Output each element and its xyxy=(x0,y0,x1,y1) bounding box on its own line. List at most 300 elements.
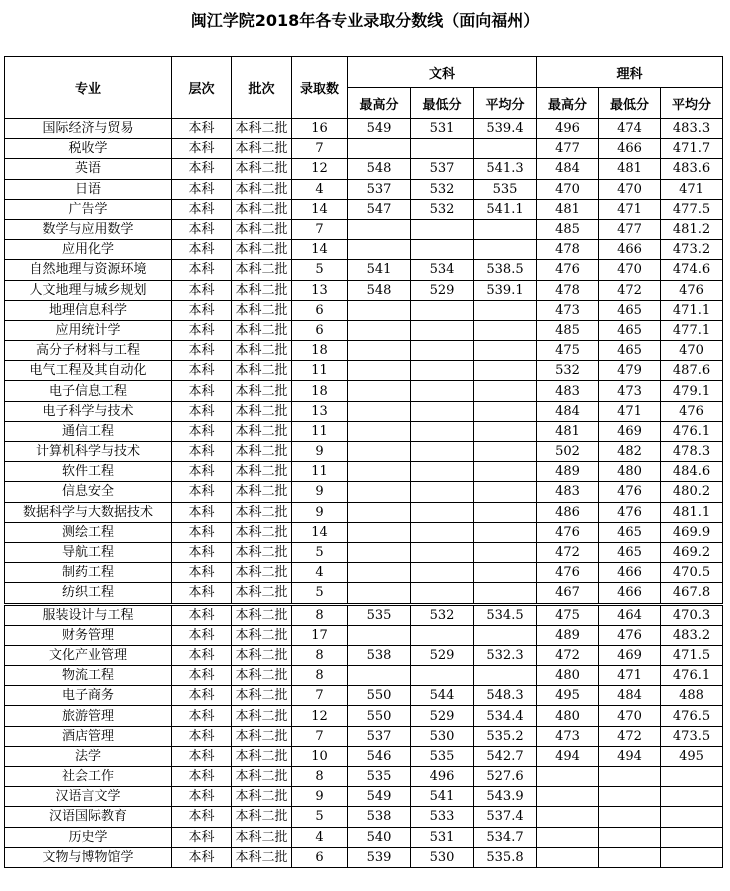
cell-arts-avg xyxy=(474,542,537,562)
cell-batch: 本科二批 xyxy=(232,746,292,766)
cell-batch: 本科二批 xyxy=(232,462,292,482)
cell-arts-max: 535 xyxy=(348,604,411,625)
cell-batch: 本科二批 xyxy=(232,686,292,706)
cell-major: 酒店管理 xyxy=(5,726,172,746)
cell-level: 本科 xyxy=(172,563,232,583)
cell-science-max: 483 xyxy=(537,482,599,502)
cell-science-max: 485 xyxy=(537,219,599,239)
table-row xyxy=(5,563,723,583)
cell-level: 本科 xyxy=(172,482,232,502)
cell-science-max: 473 xyxy=(537,300,599,320)
cell-science-min: 466 xyxy=(599,583,661,604)
cell-science-avg: 473.5 xyxy=(661,726,723,746)
cell-major: 历史学 xyxy=(5,827,172,847)
cell-science-max: 473 xyxy=(537,726,599,746)
cell-level: 本科 xyxy=(172,199,232,219)
table-row xyxy=(5,320,723,340)
cell-arts-min: 534 xyxy=(411,260,474,280)
cell-science-avg xyxy=(661,827,723,847)
cell-arts-max: 541 xyxy=(348,260,411,280)
cell-science-max: 475 xyxy=(537,341,599,361)
cell-enrolled: 11 xyxy=(292,361,348,381)
table-row xyxy=(5,787,723,807)
cell-batch: 本科二批 xyxy=(232,442,292,462)
cell-arts-max xyxy=(348,625,411,645)
table-row xyxy=(5,522,723,542)
cell-batch: 本科二批 xyxy=(232,625,292,645)
cell-major: 英语 xyxy=(5,159,172,179)
cell-science-max: 481 xyxy=(537,199,599,219)
cell-arts-max: 537 xyxy=(348,726,411,746)
table-row xyxy=(5,300,723,320)
header-science: 理科 xyxy=(537,57,723,88)
cell-batch: 本科二批 xyxy=(232,361,292,381)
cell-level: 本科 xyxy=(172,260,232,280)
cell-science-min: 476 xyxy=(599,482,661,502)
cell-arts-min xyxy=(411,625,474,645)
cell-arts-avg: 542.7 xyxy=(474,746,537,766)
cell-batch: 本科二批 xyxy=(232,542,292,562)
cell-enrolled: 9 xyxy=(292,482,348,502)
cell-batch: 本科二批 xyxy=(232,320,292,340)
cell-science-avg: 471.7 xyxy=(661,139,723,159)
cell-arts-avg xyxy=(474,482,537,502)
cell-science-avg: 469.2 xyxy=(661,542,723,562)
cell-enrolled: 16 xyxy=(292,119,348,139)
cell-major: 税收学 xyxy=(5,139,172,159)
table-row xyxy=(5,361,723,381)
cell-enrolled: 13 xyxy=(292,280,348,300)
cell-arts-max xyxy=(348,139,411,159)
cell-level: 本科 xyxy=(172,219,232,239)
cell-major: 财务管理 xyxy=(5,625,172,645)
cell-level: 本科 xyxy=(172,119,232,139)
cell-level: 本科 xyxy=(172,827,232,847)
table-row xyxy=(5,442,723,462)
cell-science-avg: 477.5 xyxy=(661,199,723,219)
cell-science-avg: 467.8 xyxy=(661,583,723,604)
cell-science-min xyxy=(599,847,661,867)
cell-level: 本科 xyxy=(172,522,232,542)
table-row xyxy=(5,462,723,482)
cell-enrolled: 14 xyxy=(292,240,348,260)
cell-arts-avg: 541.3 xyxy=(474,159,537,179)
cell-science-max: 484 xyxy=(537,401,599,421)
cell-major: 电子信息工程 xyxy=(5,381,172,401)
cell-science-min: 466 xyxy=(599,139,661,159)
table-row xyxy=(5,807,723,827)
table-row xyxy=(5,240,723,260)
cell-enrolled: 5 xyxy=(292,807,348,827)
cell-science-min: 466 xyxy=(599,240,661,260)
cell-arts-max xyxy=(348,361,411,381)
cell-major: 服装设计与工程 xyxy=(5,604,172,625)
cell-science-max: 476 xyxy=(537,260,599,280)
cell-arts-min: 531 xyxy=(411,827,474,847)
cell-major: 数据科学与大数据技术 xyxy=(5,502,172,522)
cell-science-avg: 483.6 xyxy=(661,159,723,179)
cell-arts-max xyxy=(348,482,411,502)
cell-arts-max xyxy=(348,666,411,686)
cell-enrolled: 4 xyxy=(292,179,348,199)
table-row xyxy=(5,159,723,179)
cell-enrolled: 11 xyxy=(292,421,348,441)
cell-arts-avg xyxy=(474,522,537,542)
cell-arts-max xyxy=(348,583,411,604)
cell-science-min: 464 xyxy=(599,604,661,625)
cell-science-avg: 488 xyxy=(661,686,723,706)
cell-level: 本科 xyxy=(172,361,232,381)
cell-arts-min: 530 xyxy=(411,847,474,867)
cell-batch: 本科二批 xyxy=(232,199,292,219)
cell-level: 本科 xyxy=(172,280,232,300)
cell-science-max: 484 xyxy=(537,159,599,179)
cell-enrolled: 11 xyxy=(292,462,348,482)
cell-arts-min xyxy=(411,219,474,239)
cell-science-avg: 476 xyxy=(661,401,723,421)
cell-science-min: 471 xyxy=(599,401,661,421)
cell-science-avg xyxy=(661,767,723,787)
cell-batch: 本科二批 xyxy=(232,666,292,686)
cell-enrolled: 4 xyxy=(292,563,348,583)
cell-arts-min: 532 xyxy=(411,179,474,199)
cell-arts-max: 538 xyxy=(348,807,411,827)
cell-level: 本科 xyxy=(172,462,232,482)
cell-major: 导航工程 xyxy=(5,542,172,562)
cell-science-avg: 476 xyxy=(661,280,723,300)
cell-arts-max: 549 xyxy=(348,119,411,139)
cell-arts-max: 549 xyxy=(348,787,411,807)
cell-arts-min: 535 xyxy=(411,746,474,766)
cell-enrolled: 8 xyxy=(292,767,348,787)
cell-enrolled: 7 xyxy=(292,139,348,159)
cell-batch: 本科二批 xyxy=(232,482,292,502)
cell-arts-min xyxy=(411,583,474,604)
cell-arts-avg xyxy=(474,320,537,340)
header-science-max: 最高分 xyxy=(537,88,599,119)
cell-arts-avg xyxy=(474,563,537,583)
header-major: 专业 xyxy=(5,57,172,119)
cell-arts-min: 532 xyxy=(411,604,474,625)
cell-level: 本科 xyxy=(172,625,232,645)
cell-arts-min: 531 xyxy=(411,119,474,139)
cell-level: 本科 xyxy=(172,421,232,441)
cell-science-max: 489 xyxy=(537,625,599,645)
cell-arts-max xyxy=(348,381,411,401)
cell-science-min: 469 xyxy=(599,645,661,665)
cell-batch: 本科二批 xyxy=(232,300,292,320)
cell-science-avg: 477.1 xyxy=(661,320,723,340)
cell-arts-avg xyxy=(474,583,537,604)
cell-enrolled: 7 xyxy=(292,219,348,239)
cell-enrolled: 14 xyxy=(292,199,348,219)
cell-science-avg: 487.6 xyxy=(661,361,723,381)
cell-major: 通信工程 xyxy=(5,421,172,441)
cell-batch: 本科二批 xyxy=(232,219,292,239)
cell-major: 文化产业管理 xyxy=(5,645,172,665)
cell-level: 本科 xyxy=(172,746,232,766)
header-level: 层次 xyxy=(172,57,232,119)
cell-batch: 本科二批 xyxy=(232,381,292,401)
cell-science-avg: 470.5 xyxy=(661,563,723,583)
cell-arts-max xyxy=(348,401,411,421)
cell-science-min: 471 xyxy=(599,199,661,219)
cell-science-avg: 484.6 xyxy=(661,462,723,482)
cell-batch: 本科二批 xyxy=(232,159,292,179)
cell-science-avg: 470.3 xyxy=(661,604,723,625)
cell-level: 本科 xyxy=(172,300,232,320)
cell-arts-min: 529 xyxy=(411,645,474,665)
cell-level: 本科 xyxy=(172,726,232,746)
cell-science-max xyxy=(537,807,599,827)
table-row xyxy=(5,219,723,239)
cell-level: 本科 xyxy=(172,767,232,787)
cell-science-max: 470 xyxy=(537,179,599,199)
cell-arts-max xyxy=(348,240,411,260)
cell-batch: 本科二批 xyxy=(232,401,292,421)
cell-major: 旅游管理 xyxy=(5,706,172,726)
cell-batch: 本科二批 xyxy=(232,522,292,542)
cell-science-avg: 470 xyxy=(661,341,723,361)
cell-level: 本科 xyxy=(172,401,232,421)
cell-arts-min xyxy=(411,542,474,562)
cell-science-max xyxy=(537,827,599,847)
cell-arts-avg xyxy=(474,502,537,522)
cell-batch: 本科二批 xyxy=(232,807,292,827)
cell-science-min: 465 xyxy=(599,300,661,320)
cell-level: 本科 xyxy=(172,341,232,361)
cell-level: 本科 xyxy=(172,686,232,706)
cell-enrolled: 10 xyxy=(292,746,348,766)
cell-level: 本科 xyxy=(172,179,232,199)
cell-arts-avg xyxy=(474,381,537,401)
header-science-avg: 平均分 xyxy=(661,88,723,119)
cell-enrolled: 4 xyxy=(292,827,348,847)
cell-arts-min xyxy=(411,502,474,522)
cell-major: 软件工程 xyxy=(5,462,172,482)
cell-arts-max xyxy=(348,522,411,542)
cell-science-max: 477 xyxy=(537,139,599,159)
cell-science-max: 496 xyxy=(537,119,599,139)
cell-science-max: 480 xyxy=(537,666,599,686)
cell-science-max: 472 xyxy=(537,645,599,665)
cell-science-max: 467 xyxy=(537,583,599,604)
header-enrolled: 录取数 xyxy=(292,57,348,119)
header-arts-max: 最高分 xyxy=(348,88,411,119)
table-row xyxy=(5,139,723,159)
cell-level: 本科 xyxy=(172,502,232,522)
cell-major: 电子商务 xyxy=(5,686,172,706)
cell-science-max: 489 xyxy=(537,462,599,482)
cell-science-min: 465 xyxy=(599,341,661,361)
cell-major: 计算机科学与技术 xyxy=(5,442,172,462)
table-row xyxy=(5,746,723,766)
cell-level: 本科 xyxy=(172,542,232,562)
cell-arts-max xyxy=(348,300,411,320)
cell-science-avg xyxy=(661,787,723,807)
cell-science-min xyxy=(599,767,661,787)
cell-enrolled: 9 xyxy=(292,787,348,807)
cell-enrolled: 14 xyxy=(292,522,348,542)
cell-major: 高分子材料与工程 xyxy=(5,341,172,361)
cell-arts-min xyxy=(411,320,474,340)
header-arts-avg: 平均分 xyxy=(474,88,537,119)
table-row xyxy=(5,645,723,665)
cell-science-avg: 476.1 xyxy=(661,421,723,441)
cell-arts-min: 537 xyxy=(411,159,474,179)
cell-science-avg: 471.5 xyxy=(661,645,723,665)
cell-major: 制药工程 xyxy=(5,563,172,583)
cell-arts-min xyxy=(411,666,474,686)
cell-arts-max: 539 xyxy=(348,847,411,867)
cell-science-max: 486 xyxy=(537,502,599,522)
table-body xyxy=(5,119,723,868)
cell-science-min: 472 xyxy=(599,280,661,300)
cell-batch: 本科二批 xyxy=(232,179,292,199)
cell-level: 本科 xyxy=(172,787,232,807)
cell-arts-min xyxy=(411,341,474,361)
cell-enrolled: 8 xyxy=(292,645,348,665)
cell-science-avg xyxy=(661,807,723,827)
cell-arts-max: 548 xyxy=(348,280,411,300)
cell-science-max xyxy=(537,787,599,807)
table-row xyxy=(5,604,723,625)
cell-arts-min: 530 xyxy=(411,726,474,746)
cell-science-min: 470 xyxy=(599,179,661,199)
table-row xyxy=(5,625,723,645)
cell-arts-max: 538 xyxy=(348,645,411,665)
cell-arts-avg: 539.4 xyxy=(474,119,537,139)
cell-science-min: 465 xyxy=(599,542,661,562)
cell-major: 自然地理与资源环境 xyxy=(5,260,172,280)
cell-science-avg: 483.3 xyxy=(661,119,723,139)
cell-batch: 本科二批 xyxy=(232,604,292,625)
cell-level: 本科 xyxy=(172,159,232,179)
cell-batch: 本科二批 xyxy=(232,726,292,746)
cell-arts-avg xyxy=(474,341,537,361)
cell-science-avg: 481.2 xyxy=(661,219,723,239)
cell-batch: 本科二批 xyxy=(232,847,292,867)
cell-batch: 本科二批 xyxy=(232,119,292,139)
cell-major: 法学 xyxy=(5,746,172,766)
cell-arts-min: 529 xyxy=(411,280,474,300)
cell-level: 本科 xyxy=(172,807,232,827)
cell-arts-avg: 548.3 xyxy=(474,686,537,706)
cell-enrolled: 6 xyxy=(292,847,348,867)
cell-arts-max xyxy=(348,502,411,522)
cell-science-avg: 478.3 xyxy=(661,442,723,462)
cell-arts-min xyxy=(411,240,474,260)
cell-batch: 本科二批 xyxy=(232,767,292,787)
cell-arts-avg: 535.8 xyxy=(474,847,537,867)
cell-science-avg: 471 xyxy=(661,179,723,199)
cell-major: 应用化学 xyxy=(5,240,172,260)
table-row xyxy=(5,583,723,604)
cell-science-min: 481 xyxy=(599,159,661,179)
page-title: 闽江学院2018年各专业录取分数线（面向福州） xyxy=(190,11,540,30)
cell-arts-max xyxy=(348,341,411,361)
table-row xyxy=(5,542,723,562)
cell-science-min: 477 xyxy=(599,219,661,239)
cell-science-max: 475 xyxy=(537,604,599,625)
cell-enrolled: 5 xyxy=(292,583,348,604)
cell-arts-avg xyxy=(474,139,537,159)
table-row xyxy=(5,280,723,300)
cell-science-max: 476 xyxy=(537,522,599,542)
cell-arts-avg xyxy=(474,462,537,482)
cell-arts-min xyxy=(411,482,474,502)
cell-arts-avg: 535 xyxy=(474,179,537,199)
cell-arts-max xyxy=(348,442,411,462)
cell-major: 数学与应用数学 xyxy=(5,219,172,239)
cell-arts-avg xyxy=(474,401,537,421)
cell-arts-avg: 535.2 xyxy=(474,726,537,746)
cell-enrolled: 12 xyxy=(292,159,348,179)
cell-enrolled: 8 xyxy=(292,666,348,686)
cell-arts-max: 546 xyxy=(348,746,411,766)
cell-major: 国际经济与贸易 xyxy=(5,119,172,139)
table-row xyxy=(5,706,723,726)
cell-arts-min: 532 xyxy=(411,199,474,219)
cell-arts-avg: 538.5 xyxy=(474,260,537,280)
table-row xyxy=(5,179,723,199)
cell-major: 日语 xyxy=(5,179,172,199)
cell-science-max: 481 xyxy=(537,421,599,441)
cell-science-min: 484 xyxy=(599,686,661,706)
cell-science-min: 469 xyxy=(599,421,661,441)
table-row xyxy=(5,502,723,522)
table-row xyxy=(5,199,723,219)
cell-arts-max: 540 xyxy=(348,827,411,847)
cell-batch: 本科二批 xyxy=(232,583,292,604)
cell-major: 物流工程 xyxy=(5,666,172,686)
cell-arts-min xyxy=(411,401,474,421)
cell-arts-avg xyxy=(474,421,537,441)
cell-arts-min xyxy=(411,442,474,462)
cell-level: 本科 xyxy=(172,583,232,604)
cell-science-min: 473 xyxy=(599,381,661,401)
cell-arts-min xyxy=(411,139,474,159)
cell-major: 人文地理与城乡规划 xyxy=(5,280,172,300)
cell-major: 电气工程及其自动化 xyxy=(5,361,172,381)
cell-enrolled: 17 xyxy=(292,625,348,645)
cell-batch: 本科二批 xyxy=(232,240,292,260)
cell-science-min: 474 xyxy=(599,119,661,139)
cell-arts-min: 541 xyxy=(411,787,474,807)
cell-science-max: 485 xyxy=(537,320,599,340)
cell-science-avg: 469.9 xyxy=(661,522,723,542)
cell-arts-min: 533 xyxy=(411,807,474,827)
cell-batch: 本科二批 xyxy=(232,787,292,807)
cell-enrolled: 7 xyxy=(292,726,348,746)
cell-major: 纺织工程 xyxy=(5,583,172,604)
cell-arts-max: 547 xyxy=(348,199,411,219)
cell-level: 本科 xyxy=(172,847,232,867)
cell-science-max xyxy=(537,767,599,787)
table-row xyxy=(5,666,723,686)
table-row xyxy=(5,260,723,280)
cell-enrolled: 9 xyxy=(292,502,348,522)
cell-batch: 本科二批 xyxy=(232,827,292,847)
cell-science-min xyxy=(599,787,661,807)
cell-science-min: 465 xyxy=(599,522,661,542)
header-arts-min: 最低分 xyxy=(411,88,474,119)
table-row xyxy=(5,381,723,401)
header-science-min: 最低分 xyxy=(599,88,661,119)
cell-major: 广告学 xyxy=(5,199,172,219)
cell-arts-avg: 534.4 xyxy=(474,706,537,726)
cell-level: 本科 xyxy=(172,645,232,665)
